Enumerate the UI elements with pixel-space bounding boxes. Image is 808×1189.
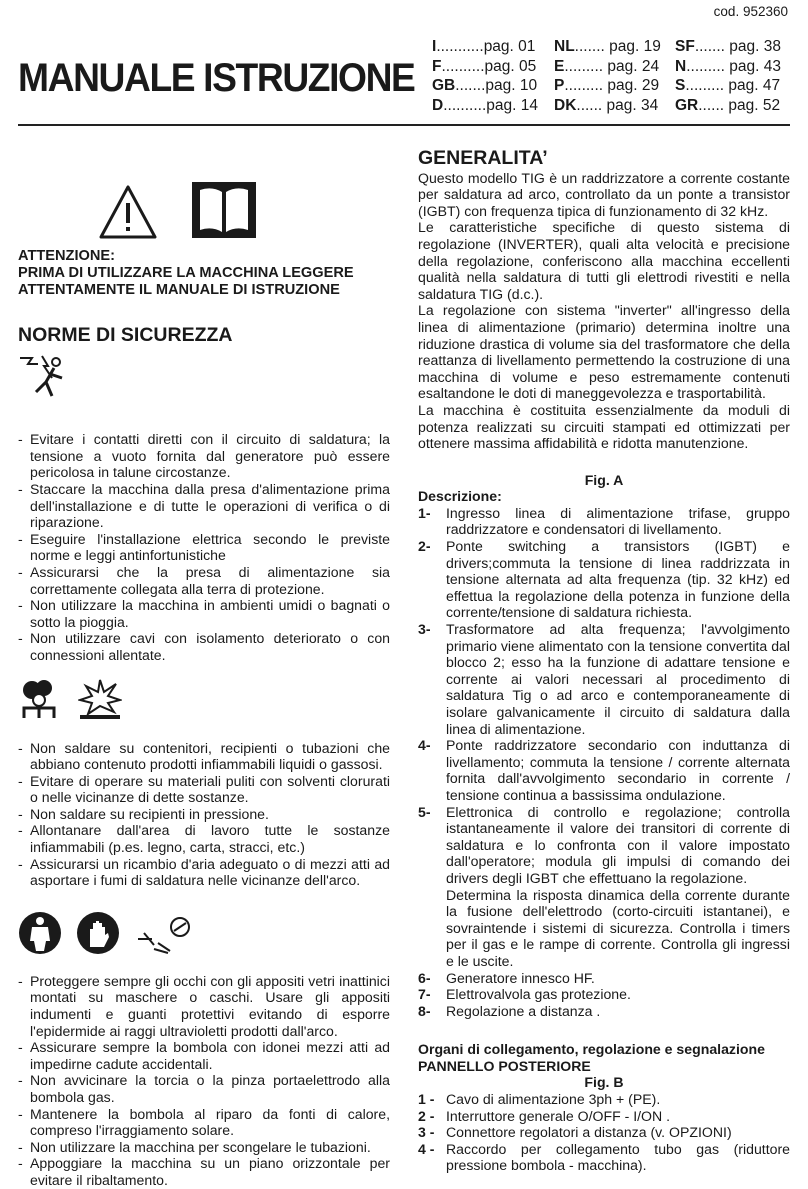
lang-entry[interactable]: NL....... pag. 19 — [554, 38, 661, 55]
list-item: 1- Ingresso linea di alimentazione trifase, gruppo raddrizzatore e condensatori di livellamento. — [418, 504, 790, 538]
left-column — [18, 170, 390, 1189]
open-manual-icon — [190, 180, 258, 240]
list-item: - Non saldare su recipienti in pressione. — [18, 805, 269, 822]
page-title: MANUALE ISTRUZIONE — [18, 56, 415, 100]
list-item: - Non utilizzare cavi con isolamento deteriorato o con connessioni allentate. — [18, 630, 390, 663]
list-item: 7- Elettrovalvola gas protezione. — [418, 986, 631, 1003]
list-item: - Non utilizzare la macchina per scongelare le tubazioni. — [18, 1138, 371, 1155]
list-item: 8- Regolazione a distanza . — [418, 1002, 601, 1019]
list-item: 6- Generatore innesco HF. — [418, 969, 595, 986]
list-item: - Proteggere sempre gli occhi con gli appositi vetri inattinici montati su maschere o caschi. Usare gli appositi indumenti e guanti protettivi evitando di esporre l'epidermide ai raggi ultravioletti prodotti dall'arco. — [18, 972, 390, 1039]
paragraph: La regolazione con sistema "inverter" all'ingresso della linea di alimentazione (primario) determina inoltre una riduzione drastica di volume sia del trasformatore che della reattanza di livellamento permettendo la costruzione di una macchina di volume e peso estremamente contenuti esaltandone le doti di maneggevolezza e trasportabilità. — [418, 302, 790, 402]
list-item: 4- Ponte raddrizzatore secondario con induttanza di livellamento; commuta la tensione / corrente alternata fornita dall'avvolgimento secondario in corrente / tensione continua a bassissima ondulazione. — [418, 737, 790, 803]
list-item: 3 - Connettore regolatori a distanza (v. OPZIONI) — [418, 1124, 732, 1141]
list-item: - Evitare i contatti diretti con il circuito di saldatura; la tensione a vuoto fornita dal generatore può essere pericolosa in talune circostanze. — [18, 431, 390, 481]
list-item: - Assicurarsi un ricambio d'aria adeguato o di mezzi atti ad asportare i fumi di saldatura nelle vicinanze dell'arco. — [18, 855, 390, 889]
list-item: - Assicurare sempre la bombola con idonei mezzi atti ad impedirne cadute accidentali. — [18, 1039, 390, 1072]
list-item: - Staccare la macchina dalla presa d'alimentazione prima dell'installazione e di tutte le operazioni di verifica o di riparazione. — [18, 480, 390, 531]
explosion-hazard-icon — [78, 678, 122, 720]
gloves-icon — [76, 911, 120, 955]
list-item: 3- Trasformatore ad alta frequenza; l'avvolgimento primario viene alimentato con la tensione convertita dal blocco 2; esso ha la funzione di adattare tensione e corrente ai valori necessari al procedimento di saldatura Tig o ad arco e contemporaneamente di isolare galvanicamente il circuito di saldatura dalla linea di alimentazione. — [418, 621, 790, 737]
list-item: - Mantenere la bombola al riparo da fonti di calore, compreso l'irraggiamento solare. — [18, 1105, 390, 1139]
section-title: Organi di collegamento, regolazione e segnalazione — [418, 1041, 765, 1058]
list-item: 1 - Cavo di alimentazione 3ph + (PE). — [418, 1091, 661, 1108]
description-label: Descrizione: — [418, 488, 502, 505]
general-heading: GENERALITA’ — [418, 147, 548, 169]
right-column — [418, 147, 790, 1174]
list-item: - Non avvicinare la torcia o la pinza portaelettrodo alla bombola gas. — [18, 1072, 390, 1105]
lang-entry[interactable]: F..........pag. 05 — [432, 57, 537, 75]
attention-line: ATTENTAMENTE IL MANUALE DI ISTRUZIONE — [18, 282, 340, 298]
lang-entry[interactable]: I...........pag. 01 — [432, 38, 536, 55]
figure-label: Fig. B — [584, 1074, 624, 1091]
list-item: 2 - Interruttore generale O/OFF - I/ON . — [418, 1107, 671, 1124]
warning-triangle-icon — [98, 184, 158, 240]
fumes-hazard-icon — [18, 678, 60, 720]
list-item: - Allontanare dall'area di lavoro tutte le sostanze infiammabili (p.es. legno, carta, stracci, etc.) — [18, 822, 390, 856]
figure-label: Fig. A — [584, 471, 624, 488]
lang-entry[interactable]: P......... pag. 29 — [554, 77, 660, 94]
list-item: 5- Elettronica di controllo e regolazione; controlla istantaneamente il valore dei transitori di corrente di saldatura e lo confronta con il valore impostato dall'operatore; modula gli impulsi di comando dei drivers degli IGBT che effettuano la regolazione. Determina la risposta dinamica della corrente durante la fusione dell'elettrodo (corto-circuiti istantanei), e sovraintende i sistemi di sicurezza. Controlla i timers per il gas e le rampe di corrente. Controlla gli ingressi e le uscite. — [418, 803, 790, 969]
list-item: - Evitare di operare su materiali puliti con solventi clorurati o nelle vicinanze di dette sostanze. — [18, 772, 390, 806]
language-index — [432, 37, 795, 115]
list-item: - Assicurarsi che la presa di alimentazione sia correttamente collegata alla terra di protezione. — [18, 563, 390, 597]
lang-entry[interactable]: S......... pag. 47 — [675, 77, 781, 94]
lang-entry[interactable]: N......... pag. 43 — [675, 57, 781, 75]
document-code: cod. 952360 — [713, 4, 788, 19]
lang-entry[interactable]: DK...... pag. 34 — [554, 96, 659, 114]
list-item: 2- Ponte switching a transistors (IGBT) e drivers;commuta la tensione di linea raddrizzata in tensione alternata ad alta frequenza (tip. 32 kHz) ed effettua la regolazione della potenza in funzione della corrente/tensione di saldatura richiesta. — [418, 538, 790, 621]
section-subtitle: PANNELLO POSTERIORE — [418, 1057, 591, 1074]
lang-entry[interactable]: E......... pag. 24 — [554, 57, 660, 75]
paragraph: Questo modello TIG è un raddrizzatore a corrente costante per saldatura ad arco, controllato da un ponte a transistor (IGBT) con frequenza tipica di funzionamento di 32 kHz. — [418, 169, 790, 219]
attention-line: ATTENZIONE: — [18, 248, 116, 264]
list-item: - Non saldare su contenitori, recipienti o tubazioni che abbiano contenuto prodotti infiammabili liquidi o gassosi. — [18, 739, 390, 773]
attention-line: PRIMA DI UTILIZZARE LA MACCHINA LEGGERE — [18, 265, 354, 281]
list-item: 4 - Raccordo per collegamento tubo gas (riduttore pressione bombola - macchina). — [418, 1140, 790, 1174]
lang-entry[interactable]: D..........pag. 14 — [432, 96, 538, 114]
paragraph: La macchina è costituita essenzialmente da moduli di potenza realizzati su circuiti stampati ed ottimizzati per ottenere massima affidabilità e ridotta manutenzione. — [418, 401, 790, 452]
electric-shock-icon — [18, 352, 70, 400]
list-item: - Eseguire l'installazione elettrica secondo le previste norme e leggi antinfortunistiche — [18, 530, 390, 564]
list-item: - Appoggiare la macchina su un piano orizzontale per evitare il ribaltamento. — [18, 1155, 390, 1188]
protective-clothing-icon — [18, 911, 62, 955]
paragraph: Le caratteristiche specifiche di questo sistema di regolazione (INVERTER), quali alta velocità e precisione della regolazione, conferiscono alla macchina eccellenti qualità nella saldatura di tutti gli elettrodi rivestiti e nella saldatura TIG (d.c.). — [418, 219, 790, 302]
safety-heading: NORME DI SICUREZZA — [18, 324, 233, 346]
list-item: - Non utilizzare la macchina in ambienti umidi o bagnati o sotto la pioggia. — [18, 597, 390, 630]
lang-entry[interactable]: GB.......pag. 10 — [432, 77, 538, 94]
lang-entry[interactable]: SF....... pag. 38 — [675, 38, 781, 55]
lang-entry[interactable]: GR...... pag. 52 — [675, 96, 781, 114]
welding-arc-eye-icon — [134, 915, 194, 955]
header-divider — [18, 124, 790, 126]
